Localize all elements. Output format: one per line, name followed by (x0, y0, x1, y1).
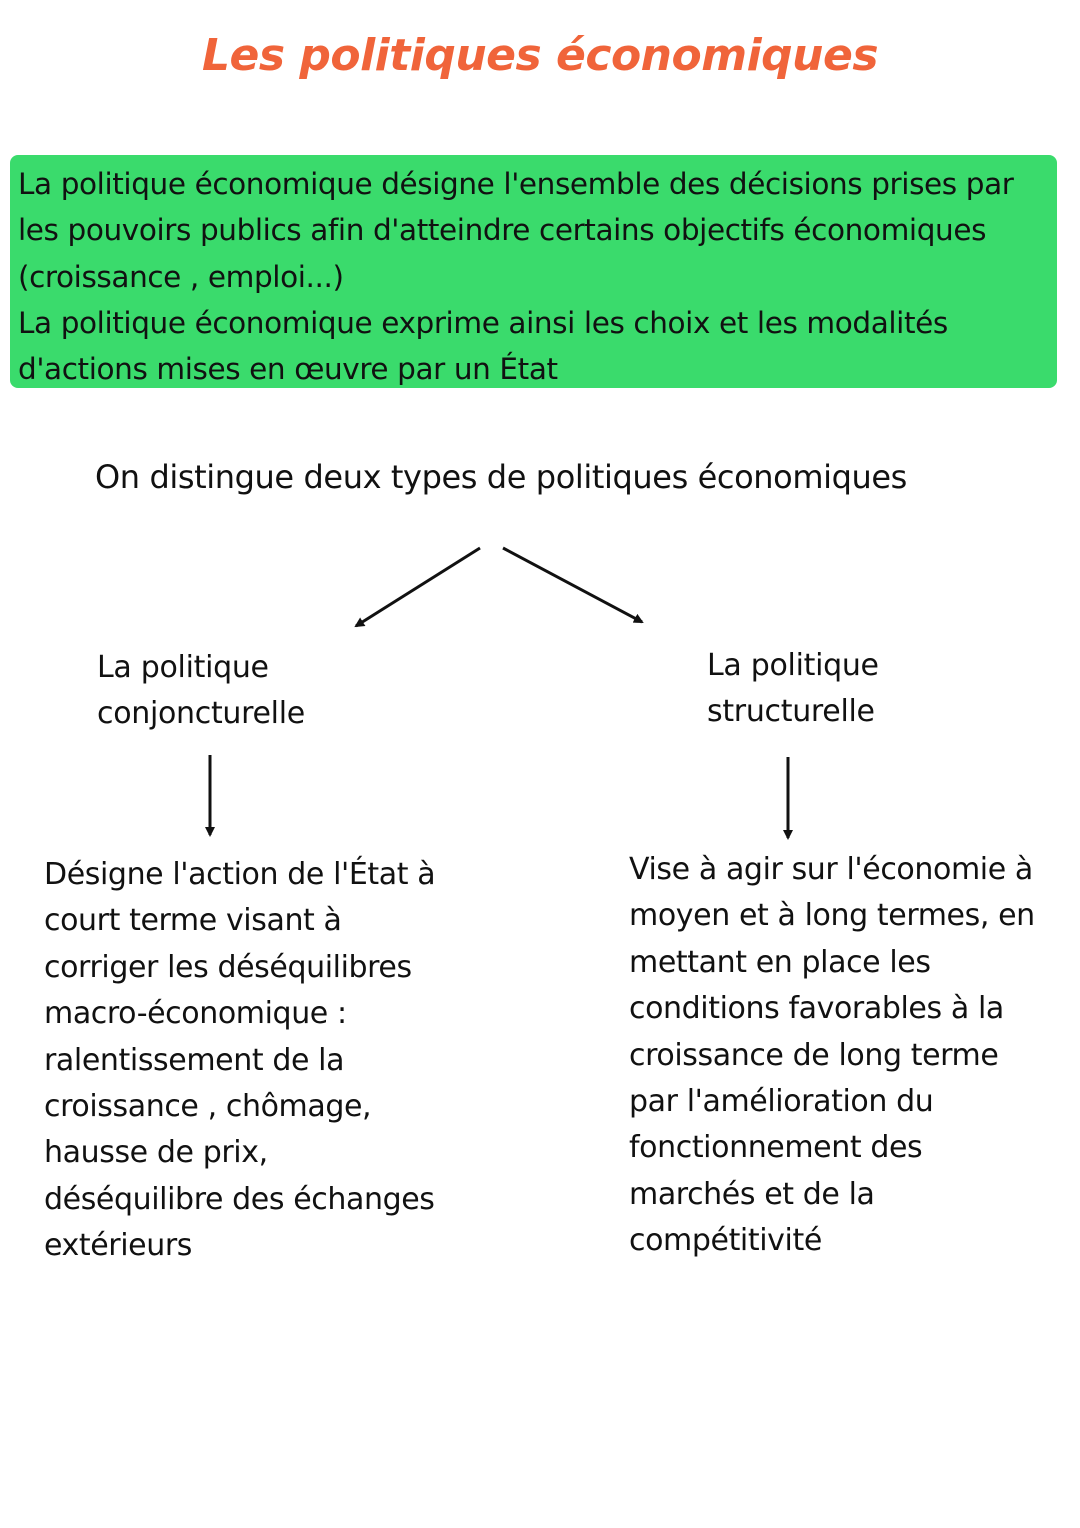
description-line: mettant en place les (629, 944, 931, 980)
structurelle-description (629, 847, 1059, 1265)
page-title: Les politiques économiques (201, 30, 879, 81)
description-line: par l'amélioration du (629, 1084, 934, 1120)
description-line: Désigne l'action de l'État à (44, 857, 436, 892)
description-line: court terme visant à (44, 903, 342, 939)
arrow-to-conjoncturelle (356, 548, 480, 626)
description-line: croissance de long terme (629, 1037, 999, 1073)
description-line: compétitivité (629, 1223, 822, 1259)
intro-statement: On distingue deux types de politiques économiques (95, 458, 907, 496)
description-line: hausse de prix, (44, 1135, 268, 1171)
description-line: macro-économique : (44, 996, 347, 1032)
description-line: conditions favorables à la (629, 991, 1004, 1027)
conjoncturelle-description (44, 852, 464, 1270)
description-line: croissance , chômage, (44, 1089, 372, 1125)
arrow-to-structurelle (503, 548, 642, 622)
definition-line: La politique économique désigne l'ensemble des décisions prises par (18, 167, 1014, 201)
description-line: déséquilibre des échanges (44, 1181, 435, 1217)
description-line: ralentissement de la (44, 1042, 345, 1078)
definition-box (10, 155, 1057, 388)
definition-line: les pouvoirs publics afin d'atteindre certains objectifs économiques (18, 213, 987, 248)
title-line: conjoncturelle (97, 696, 305, 731)
definition-line: d'actions mises en œuvre par un État (18, 352, 558, 387)
description-line: moyen et à long termes, en (629, 898, 1035, 934)
definition-line: La politique économique exprime ainsi les choix et les modalités (18, 305, 948, 340)
description-line: extérieurs (44, 1228, 193, 1264)
description-line: Vise à agir sur l'économie à (629, 852, 1033, 887)
title-line: La politique (97, 650, 269, 685)
conjoncturelle-title (97, 645, 397, 737)
definition-line: (croissance , emploi...) (18, 259, 344, 294)
title-line: La politique (707, 648, 879, 683)
description-line: corriger les déséquilibres (44, 949, 412, 985)
title-line: structurelle (707, 694, 875, 729)
structurelle-title (707, 643, 1007, 735)
description-line: fonctionnement des (629, 1130, 923, 1166)
description-line: marchés et de la (629, 1176, 875, 1212)
